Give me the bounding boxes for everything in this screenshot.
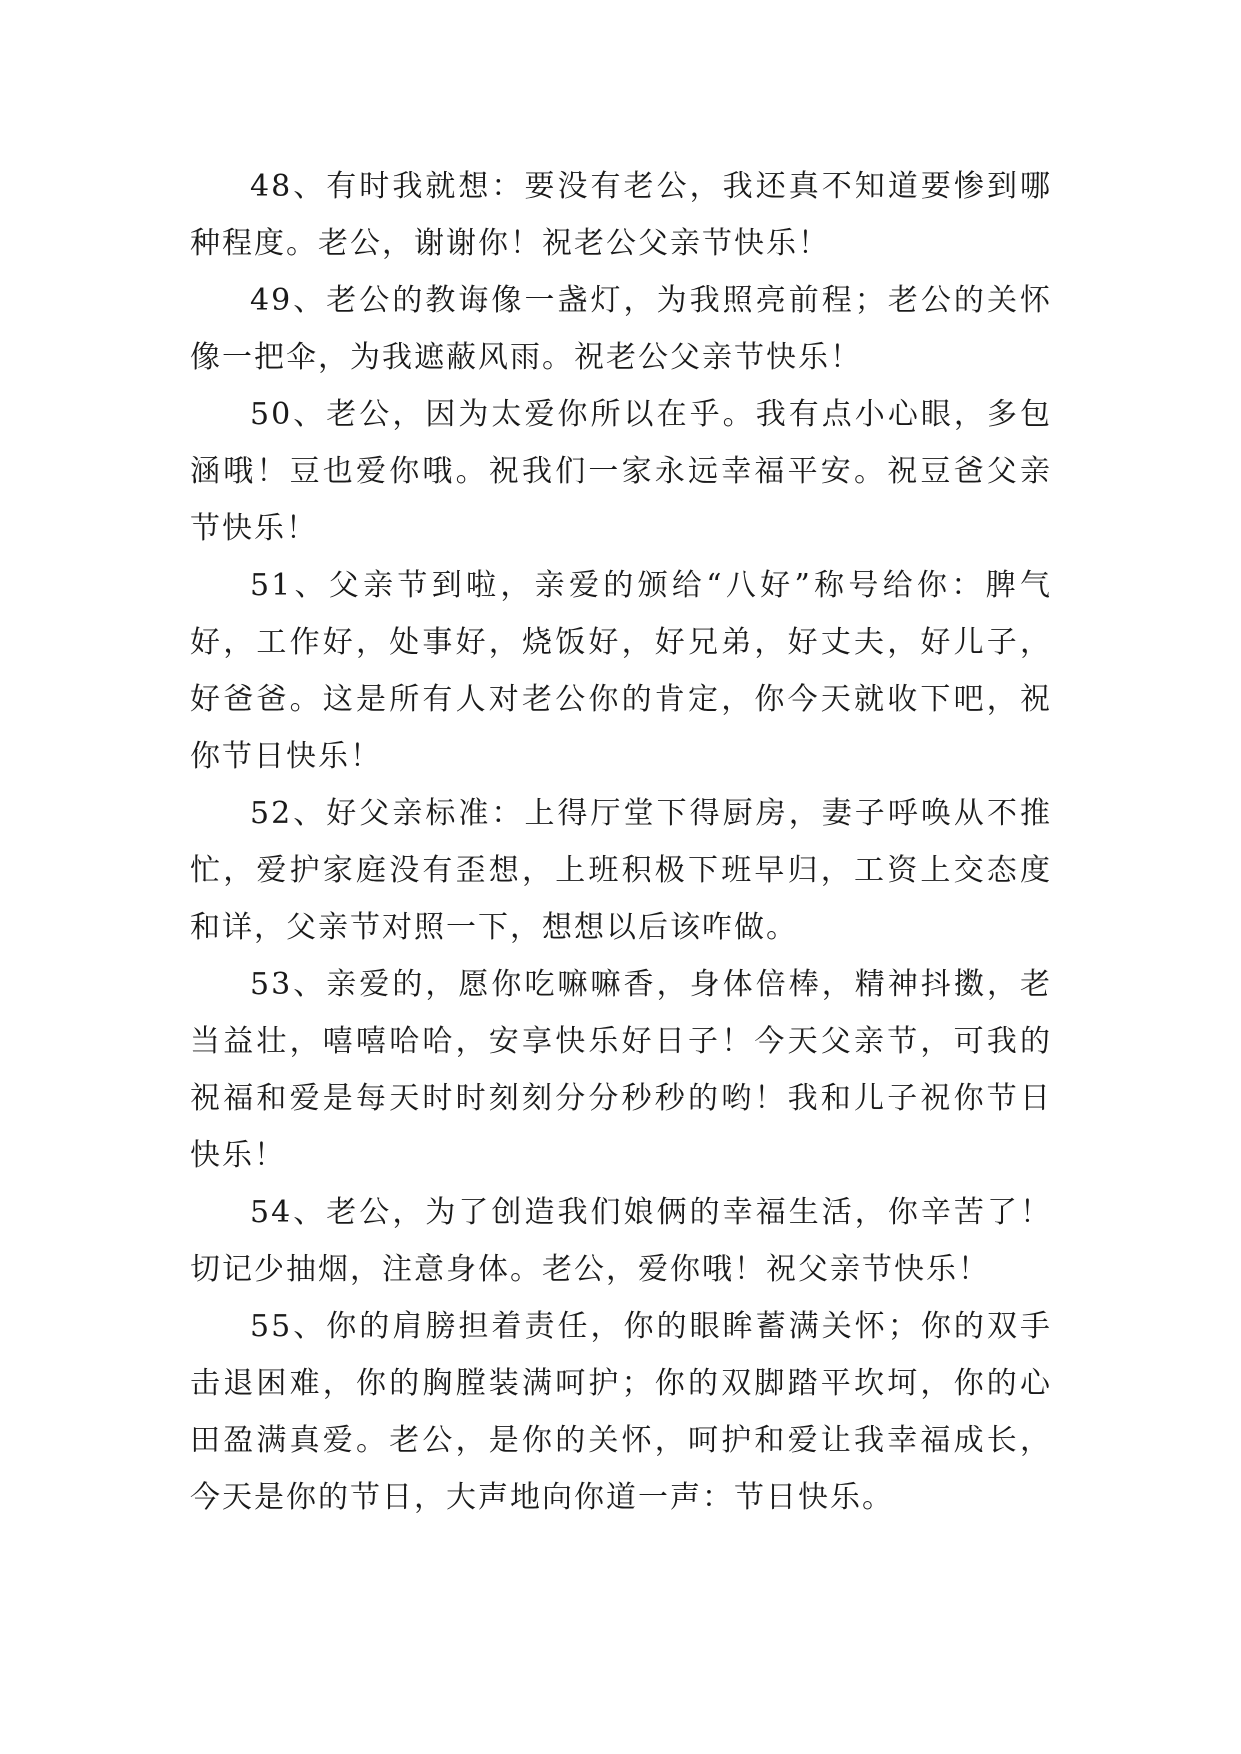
document-body xyxy=(190,158,1052,1526)
paragraph-53: 53、亲爱的，愿你吃嘛嘛香，身体倍棒，精神抖擞，老当益壮，嘻嘻哈哈，安享快乐好日子！今天父亲节，可我的祝福和爱是每天时时刻刻分分秒秒的哟！我和儿子祝你节日快乐！ xyxy=(190,967,1052,1173)
paragraph-51: 51、父亲节到啦，亲爱的颁给“八好”称号给你：脾气好，工作好，处事好，烧饭好，好兄弟，好丈夫，好儿子，好爸爸。这是所有人对老公你的肯定，你今天就收下吧，祝你节日快乐！ xyxy=(190,568,1052,774)
paragraph-48: 48、有时我就想：要没有老公，我还真不知道要惨到哪种程度。老公，谢谢你！祝老公父亲节快乐！ xyxy=(190,169,1052,261)
paragraph-49: 49、老公的教诲像一盏灯，为我照亮前程；老公的关怀像一把伞，为我遮蔽风雨。祝老公父亲节快乐！ xyxy=(190,283,1052,375)
paragraph-55: 55、你的肩膀担着责任，你的眼眸蓄满关怀；你的双手击退困难，你的胸膛装满呵护；你的双脚踏平坎坷，你的心田盈满真爱。老公，是你的关怀，呵护和爱让我幸福成长，今天是你的节日，大声地向你道一声：节日快乐。 xyxy=(190,1309,1052,1515)
paragraph-52: 52、好父亲标准：上得厅堂下得厨房，妻子呼唤从不推忙，爱护家庭没有歪想，上班积极下班早归，工资上交态度和详，父亲节对照一下，想想以后该咋做。 xyxy=(190,796,1052,945)
paragraph-54: 54、老公，为了创造我们娘俩的幸福生活，你辛苦了！切记少抽烟，注意身体。老公，爱你哦！祝父亲节快乐！ xyxy=(190,1195,1052,1287)
paragraph-50: 50、老公，因为太爱你所以在乎。我有点小心眼，多包涵哦！豆也爱你哦。祝我们一家永远幸福平安。祝豆爸父亲节快乐！ xyxy=(190,397,1052,546)
